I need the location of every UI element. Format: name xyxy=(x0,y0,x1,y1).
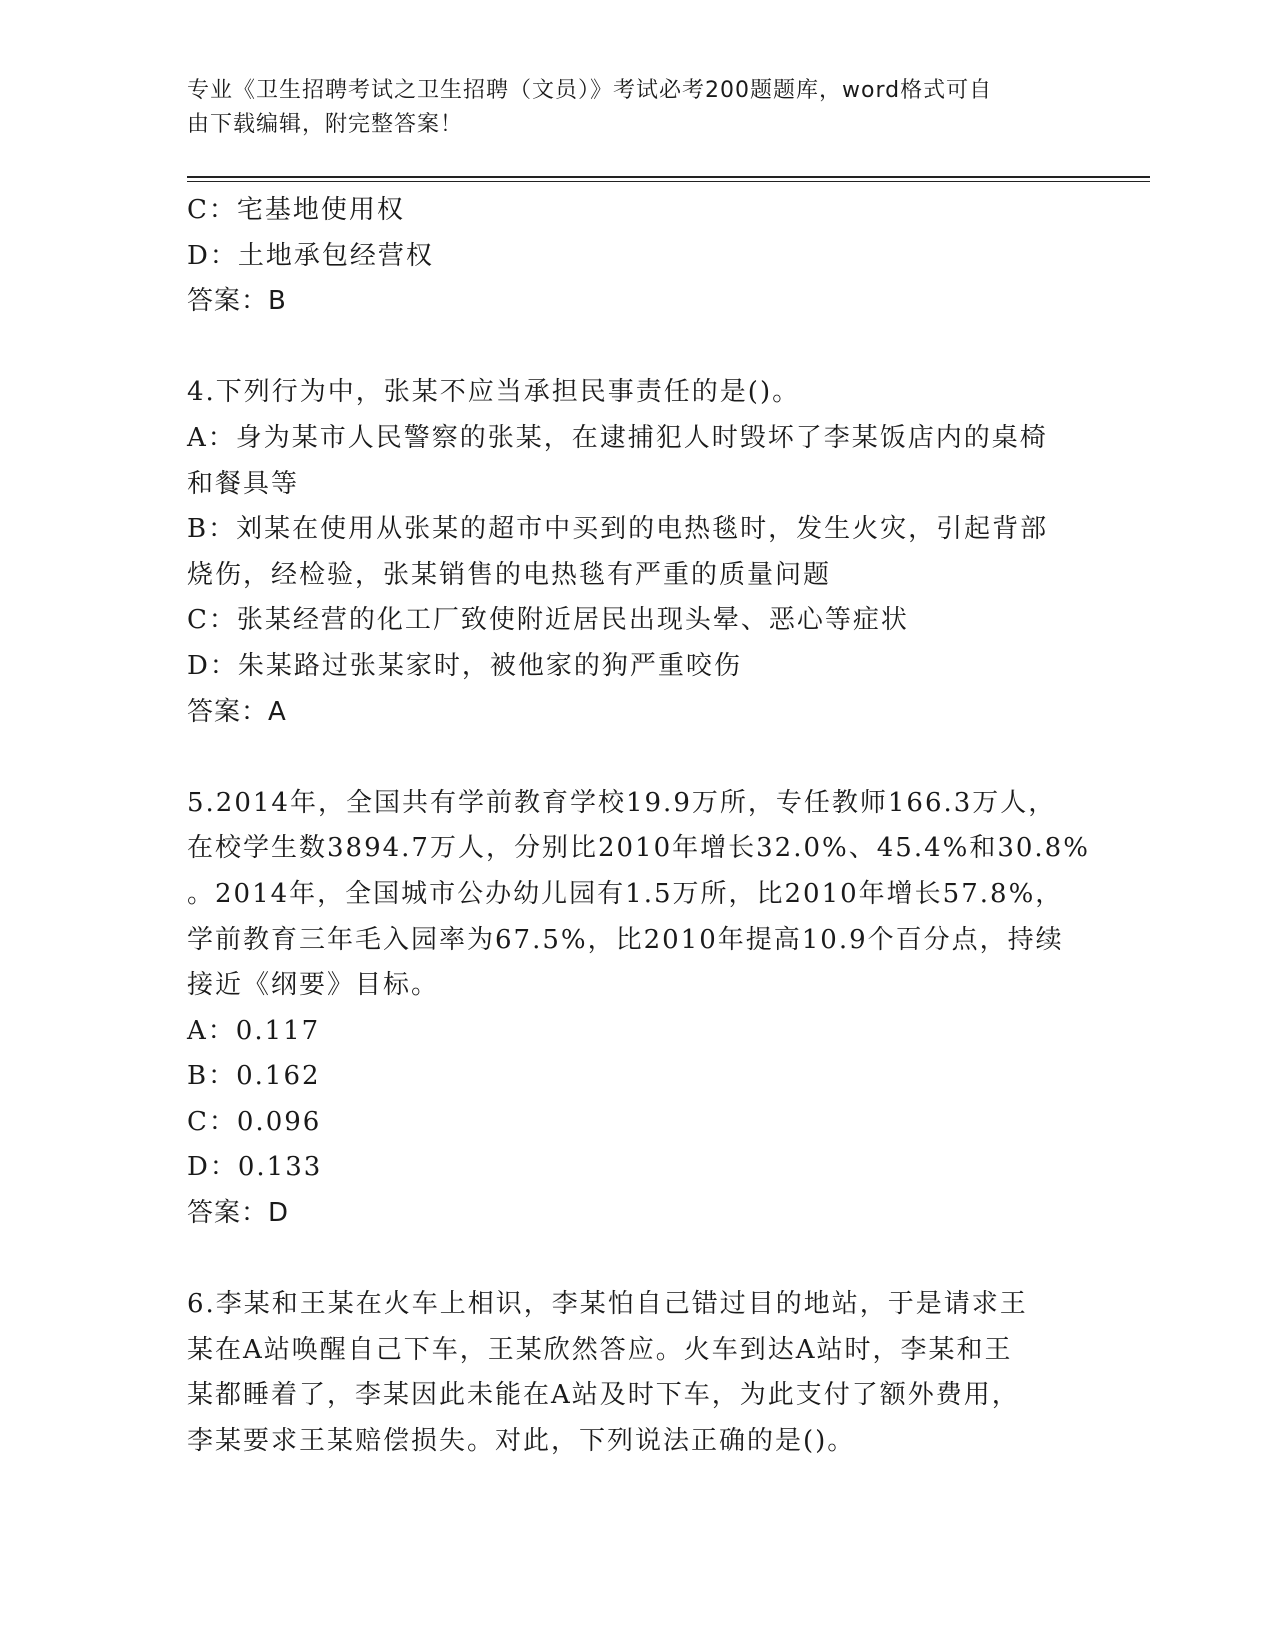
option-d: D：土地承包经营权 xyxy=(187,240,434,271)
question-stem: 5.2014年，全国共有学前教育学校19.9万所，专任教师166.3万人， xyxy=(187,787,1057,818)
option-d: D：朱某路过张某家时，被他家的狗严重咬伤 xyxy=(187,650,742,681)
question-stem-cont: 李某要求王某赔偿损失。对此，下列说法正确的是()。 xyxy=(187,1426,856,1457)
option-b: B：0.162 xyxy=(187,1061,321,1092)
question-stem-cont: 某在A站唤醒自己下车，王某欣然答应。火车到达A站时，李某和王 xyxy=(187,1334,1013,1365)
option-d: D：0.133 xyxy=(187,1152,323,1183)
option-c: C：0.096 xyxy=(187,1106,322,1137)
question-stem-cont: 接近《纲要》目标。 xyxy=(187,970,440,1001)
answer: 答案：A xyxy=(187,696,287,727)
answer: 答案：D xyxy=(187,1198,290,1229)
spacer xyxy=(187,325,1087,371)
option-b-cont: 烧伤，经检验，张某销售的电热毯有严重的质量问题 xyxy=(187,559,832,590)
option-c: C：张某经营的化工厂致使附近居民出现头晕、恶心等症状 xyxy=(187,605,909,636)
document-body xyxy=(187,188,1090,1465)
spacer xyxy=(187,735,1087,781)
spacer xyxy=(187,1237,1087,1283)
header-rule-thick xyxy=(187,176,1150,178)
option-a-cont: 和餐具等 xyxy=(187,468,300,499)
page-header xyxy=(187,74,1087,142)
question-4 xyxy=(187,370,1087,735)
option-a: A：0.117 xyxy=(187,1015,321,1046)
header-rule-thin xyxy=(187,181,1150,182)
question-stem-cont: 在校学生数3894.7万人，分别比2010年增长32.0%、45.4%和30.8% xyxy=(187,833,1090,864)
header-line-2: 由下载编辑，附完整答案！ xyxy=(187,112,464,137)
header-line-1: 专业《卫生招聘考试之卫生招聘（文员）》考试必考200题题库，word格式可自 xyxy=(187,78,993,103)
option-b: B：刘某在使用从张某的超市中买到的电热毯时，发生火灾，引起背部 xyxy=(187,514,1049,545)
option-c: C：宅基地使用权 xyxy=(187,195,405,225)
question-stem-cont: 某都睡着了，李某因此未能在A站及时下车，为此支付了额外费用， xyxy=(187,1380,1020,1411)
answer: 答案：B xyxy=(187,286,287,317)
question-5 xyxy=(187,781,1090,1237)
prev-question-tail xyxy=(187,188,1087,325)
question-stem-cont: 。2014年，全国城市公办幼儿园有1.5万所，比2010年增长57.8%， xyxy=(187,878,1064,909)
question-stem: 6.李某和王某在火车上相识，李某怕自己错过目的地站，于是请求王 xyxy=(187,1289,1028,1320)
question-stem-cont: 学前教育三年毛入园率为67.5%，比2010年提高10.9个百分点，持续 xyxy=(187,924,1064,955)
question-6 xyxy=(187,1282,1087,1464)
question-stem: 4.下列行为中，张某不应当承担民事责任的是()。 xyxy=(187,377,801,408)
option-a: A：身为某市人民警察的张某，在逮捕犯人时毁坏了李某饭店内的桌椅 xyxy=(187,422,1048,453)
